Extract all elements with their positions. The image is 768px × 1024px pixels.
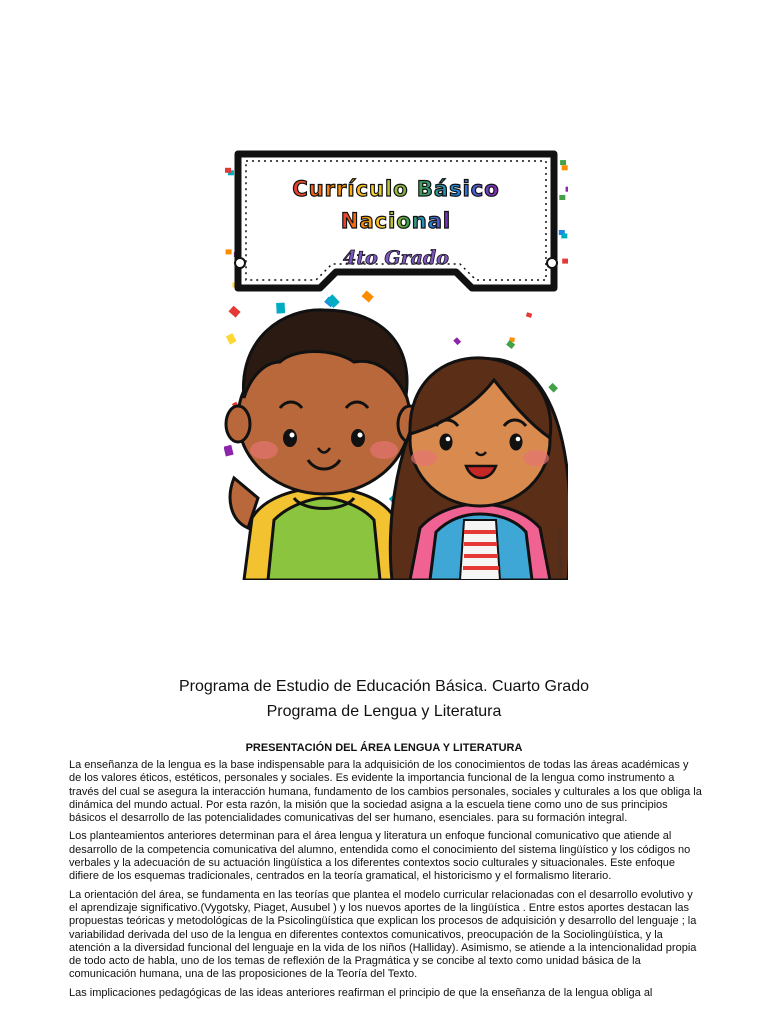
girl-character: [390, 358, 568, 580]
body-text: [69, 759, 703, 1005]
cover-grade: 4to Grado: [343, 247, 449, 269]
confetti-piece: [526, 312, 532, 318]
confetti-piece: [562, 259, 568, 264]
section-heading: PRESENTACIÓN DEL ÁREA LENGUA Y LITERATURA: [245, 742, 523, 754]
confetti-piece: [560, 160, 566, 165]
confetti-piece: [562, 165, 568, 170]
confetti-piece: [566, 187, 568, 192]
confetti-piece: [229, 306, 241, 318]
document-title-line1: Programa de Estudio de Educación Básica. Cuarto Grado: [178, 678, 589, 695]
confetti-piece: [453, 337, 461, 345]
confetti-piece: [561, 233, 567, 238]
confetti-piece: [362, 291, 374, 303]
confetti-piece: [226, 249, 232, 254]
document-title-line2: Programa de Lengua y Literatura: [266, 703, 502, 720]
cover-illustration: [224, 148, 568, 580]
cover-title-line2: Nacional: [340, 209, 452, 233]
confetti-piece: [226, 333, 237, 345]
confetti-piece: [224, 445, 234, 457]
cover-watermark: ©ideas_Cursour: [557, 529, 564, 578]
paragraph: Las implicaciones pedagógicas de las ideas anteriores reafirman el principio de que la enseñanza de la lengua obliga al: [69, 986, 653, 999]
confetti-piece: [326, 294, 340, 308]
confetti-piece: [276, 303, 285, 314]
paragraph: La orientación del área, se fundamenta en las teorías que plantea el modelo curricular relacionadas con el desarrollo evolutivo y el aprendizaje significativo.(Vygotsky, Piaget, Ausubel ) y los nuevos aportes de la lingüística . Entre estos aportes destacan las propuestas teóricas y metodológicas de la Psicolingüística que explican los procesos de adquisición y desarrollo del lenguaje ; la variabilidad derivada del uso de la lengua en diferentes contextos comunicativos, preocupación de la Sociolingüística, y la atención a la diversidad funcional del lenguaje en la vida de los niños (Halliday). Asimismo, se atiende a la intencionalidad propia de todo acto de habla, uno de los temas de reflexión de la Pragmática y se concibe al texto como unidad básica de la comunicación humana, una de las proposiciones de la Teoría del Texto.: [69, 888, 697, 981]
confetti-piece: [559, 195, 565, 200]
confetti-piece: [548, 383, 558, 393]
cover-title-line1: Currículo Básico: [292, 177, 500, 201]
paragraph: La enseñanza de la lengua es la base indispensable para la adquisición de los conocimientos de todas las áreas académicas y de los valores éticos, estéticos, personales y sociales. Es evidente la importancia funcional de la lengua como instrumento a través del cual se asegura la interacción humana, fundamento de los cambios personales, sociales y culturales a los que obliga la dinámica del mundo actual. Por esta razón, la misión que la sociedad asigna a la escuela tiene como uno de sus principios básicos el desarrollo de las potencialidades comunicativas del ser humano, esenciales. para su formación integral.: [69, 759, 702, 825]
paragraph: Los planteamientos anteriores determinan para el área lengua y literatura un enfoque funcional comunicativo que atiende al desarrollo de la competencia comunicativa del alumno, entendida como el conocimiento del sistema lingüístico y los códigos no verbales y la adecuación de su actuación lingüística a los diferentes contextos socio culturales y situacionales. Este enfoque difiere de los esquemas tradicionales, centrados en la teoría gramatical, el historicismo y el formalismo literario.: [69, 830, 691, 883]
confetti-piece: [225, 168, 231, 173]
